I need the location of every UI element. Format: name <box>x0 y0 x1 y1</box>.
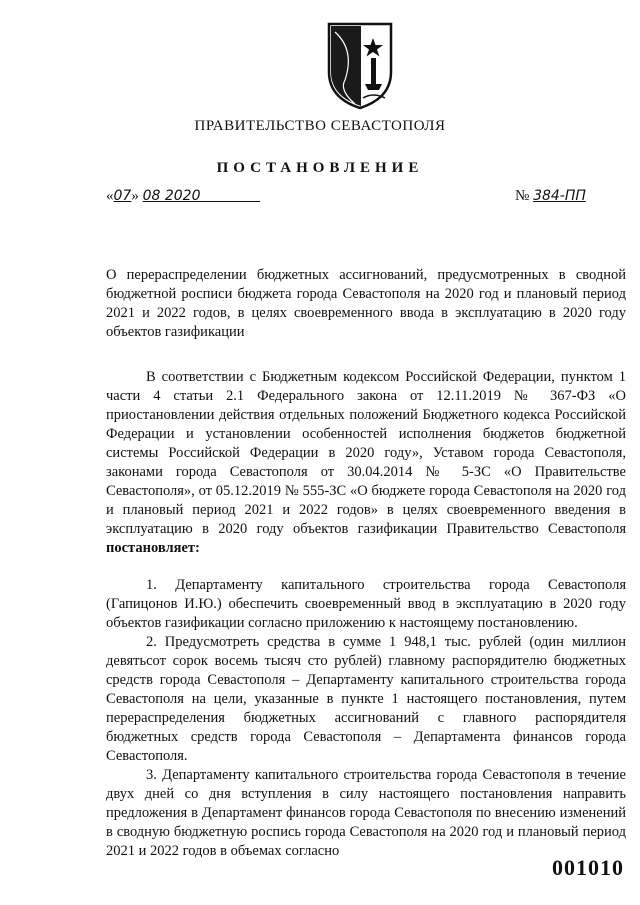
document-number <box>515 188 586 205</box>
preamble-decree-word: постановляет: <box>106 540 200 556</box>
date-underline <box>200 201 260 202</box>
item-3: 3. Департаменту капитального строительства города Севастополя в течение двух дней со дня вступления в силу настоящего постановления направить предложения в Департамент финансов города Севастополя по внесению изменений в сводную бюджетную роспись города Севастополя на 2020 год и плановый период 2021 и 2022 годов в объемах согласно <box>106 767 626 859</box>
government-name: ПРАВИТЕЛЬСТВО СЕВАСТОПОЛЯ <box>194 118 446 134</box>
date-open-quote: « <box>106 188 114 204</box>
date-close-quote: » <box>131 188 139 204</box>
document-type: ПОСТАНОВЛЕНИЕ <box>216 160 424 176</box>
preamble-paragraph <box>106 368 626 558</box>
document-title: О перераспределении бюджетных ассигнований, предусмотренных в сводной бюджетной росписи бюджета города Севастополя на 2020 год и плановый период 2021 и 2022 годов, в целях своевременного ввода в эксплуатацию в 2020 году объектов газификации <box>106 267 626 340</box>
number-value: 384-ПП <box>533 188 586 204</box>
sevastopol-coat-of-arms-icon <box>325 20 395 110</box>
item-2: 2. Предусмотреть средства в сумме 1 948,1 тыс. рублей (один миллион девятьсот сорок восемь тысяч сто рублей) главному распорядителю бюджетных средств города Севастополя – Департаменту капитального строительства города Севастополя на цели, указанные в пункте 1 настоящего постановления, путем перераспределения бюджетных ассигнований с главного распорядителя бюджетных средств города Севастополя – Департамента финансов города Севастополя. <box>106 634 626 764</box>
document-date <box>106 188 260 205</box>
footer-serial-number: 001010 <box>552 855 624 880</box>
date-month-year: 08 2020 <box>142 188 201 204</box>
preamble-text: В соответствии с Бюджетным кодексом Российской Федерации, пунктом 1 части 4 статьи 2.1 Федерального закона от 12.11.2019 № 367-ФЗ «О приостановлении действия отдельных положений Бюджетного кодекса Российской Федерации и установлении особенностей исполнения бюджетов бюджетной системы Российской Федерации в 2020 году», Уставом города Севастополя, законами города Севастополя от 30.04.2014 № 5-ЗС «О Правительстве Севастополя», от 05.12.2019 № 555-ЗС «О бюджете города Севастополя на 2020 год и плановый период 2021 и 2022 годов» в целях своевременного введения в эксплуатацию в 2020 году объектов газификации Правительство Севастополя <box>106 369 626 537</box>
date-day: 07 <box>113 188 132 204</box>
item-1: 1. Департаменту капитального строительства города Севастополя (Гапицонов И.Ю.) обеспечить своевременный ввод в эксплуатацию в 2020 году объектов газификации согласно приложению к настоящему постановлению. <box>106 577 626 631</box>
number-prefix: № <box>515 188 530 204</box>
document-body <box>106 368 626 861</box>
